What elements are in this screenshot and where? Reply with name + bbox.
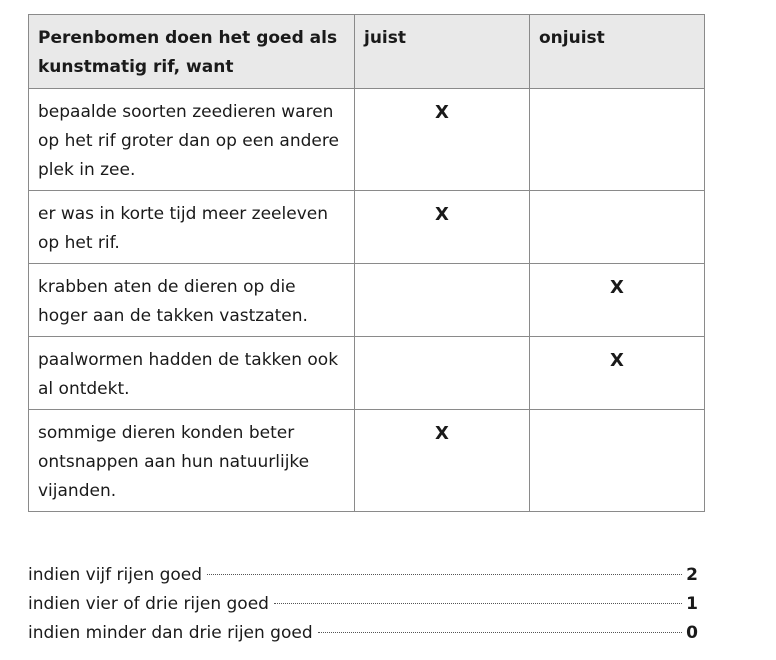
onjuist-cell: X (530, 264, 705, 337)
dot-leader (318, 632, 682, 633)
statement-cell: er was in korte tijd meer zeeleven op het rif. (29, 191, 355, 264)
scoring-label: indien vier of drie rijen goed (28, 594, 269, 614)
table-row (29, 337, 705, 410)
answer-table (28, 14, 705, 512)
dot-leader (207, 574, 682, 575)
statement-cell: krabben aten de dieren op die hoger aan de takken vastzaten. (29, 264, 355, 337)
scoring-line (28, 619, 698, 648)
table-row (29, 264, 705, 337)
scoring-label: indien minder dan drie rijen goed (28, 623, 313, 643)
scoring-label: indien vijf rijen goed (28, 565, 203, 585)
onjuist-cell: X (530, 337, 705, 410)
table-row (29, 191, 705, 264)
scoring-line (28, 590, 698, 619)
onjuist-cell (530, 191, 705, 264)
header-onjuist: onjuist (530, 15, 705, 89)
juist-cell: X (355, 410, 530, 512)
scoring-points: 0 (686, 623, 698, 643)
onjuist-cell (530, 89, 705, 191)
juist-cell (355, 337, 530, 410)
juist-cell: X (355, 89, 530, 191)
statement-cell: paalwormen hadden de takken ook al ontdekt. (29, 337, 355, 410)
header-statement: Perenbomen doen het goed als kunstmatig rif, want (29, 15, 355, 89)
statement-cell: bepaalde soorten zeedieren waren op het rif groter dan op een andere plek in zee. (29, 89, 355, 191)
table-row (29, 89, 705, 191)
scoring-points: 1 (686, 594, 698, 614)
header-juist: juist (355, 15, 530, 89)
scoring-points: 2 (686, 565, 698, 585)
dot-leader (274, 603, 682, 604)
onjuist-cell (530, 410, 705, 512)
juist-cell: X (355, 191, 530, 264)
statement-cell: sommige dieren konden beter ontsnappen aan hun natuurlijke vijanden. (29, 410, 355, 512)
scoring-list (28, 561, 698, 648)
table-header-row (29, 15, 705, 89)
scoring-line (28, 561, 698, 590)
table-row (29, 410, 705, 512)
juist-cell (355, 264, 530, 337)
